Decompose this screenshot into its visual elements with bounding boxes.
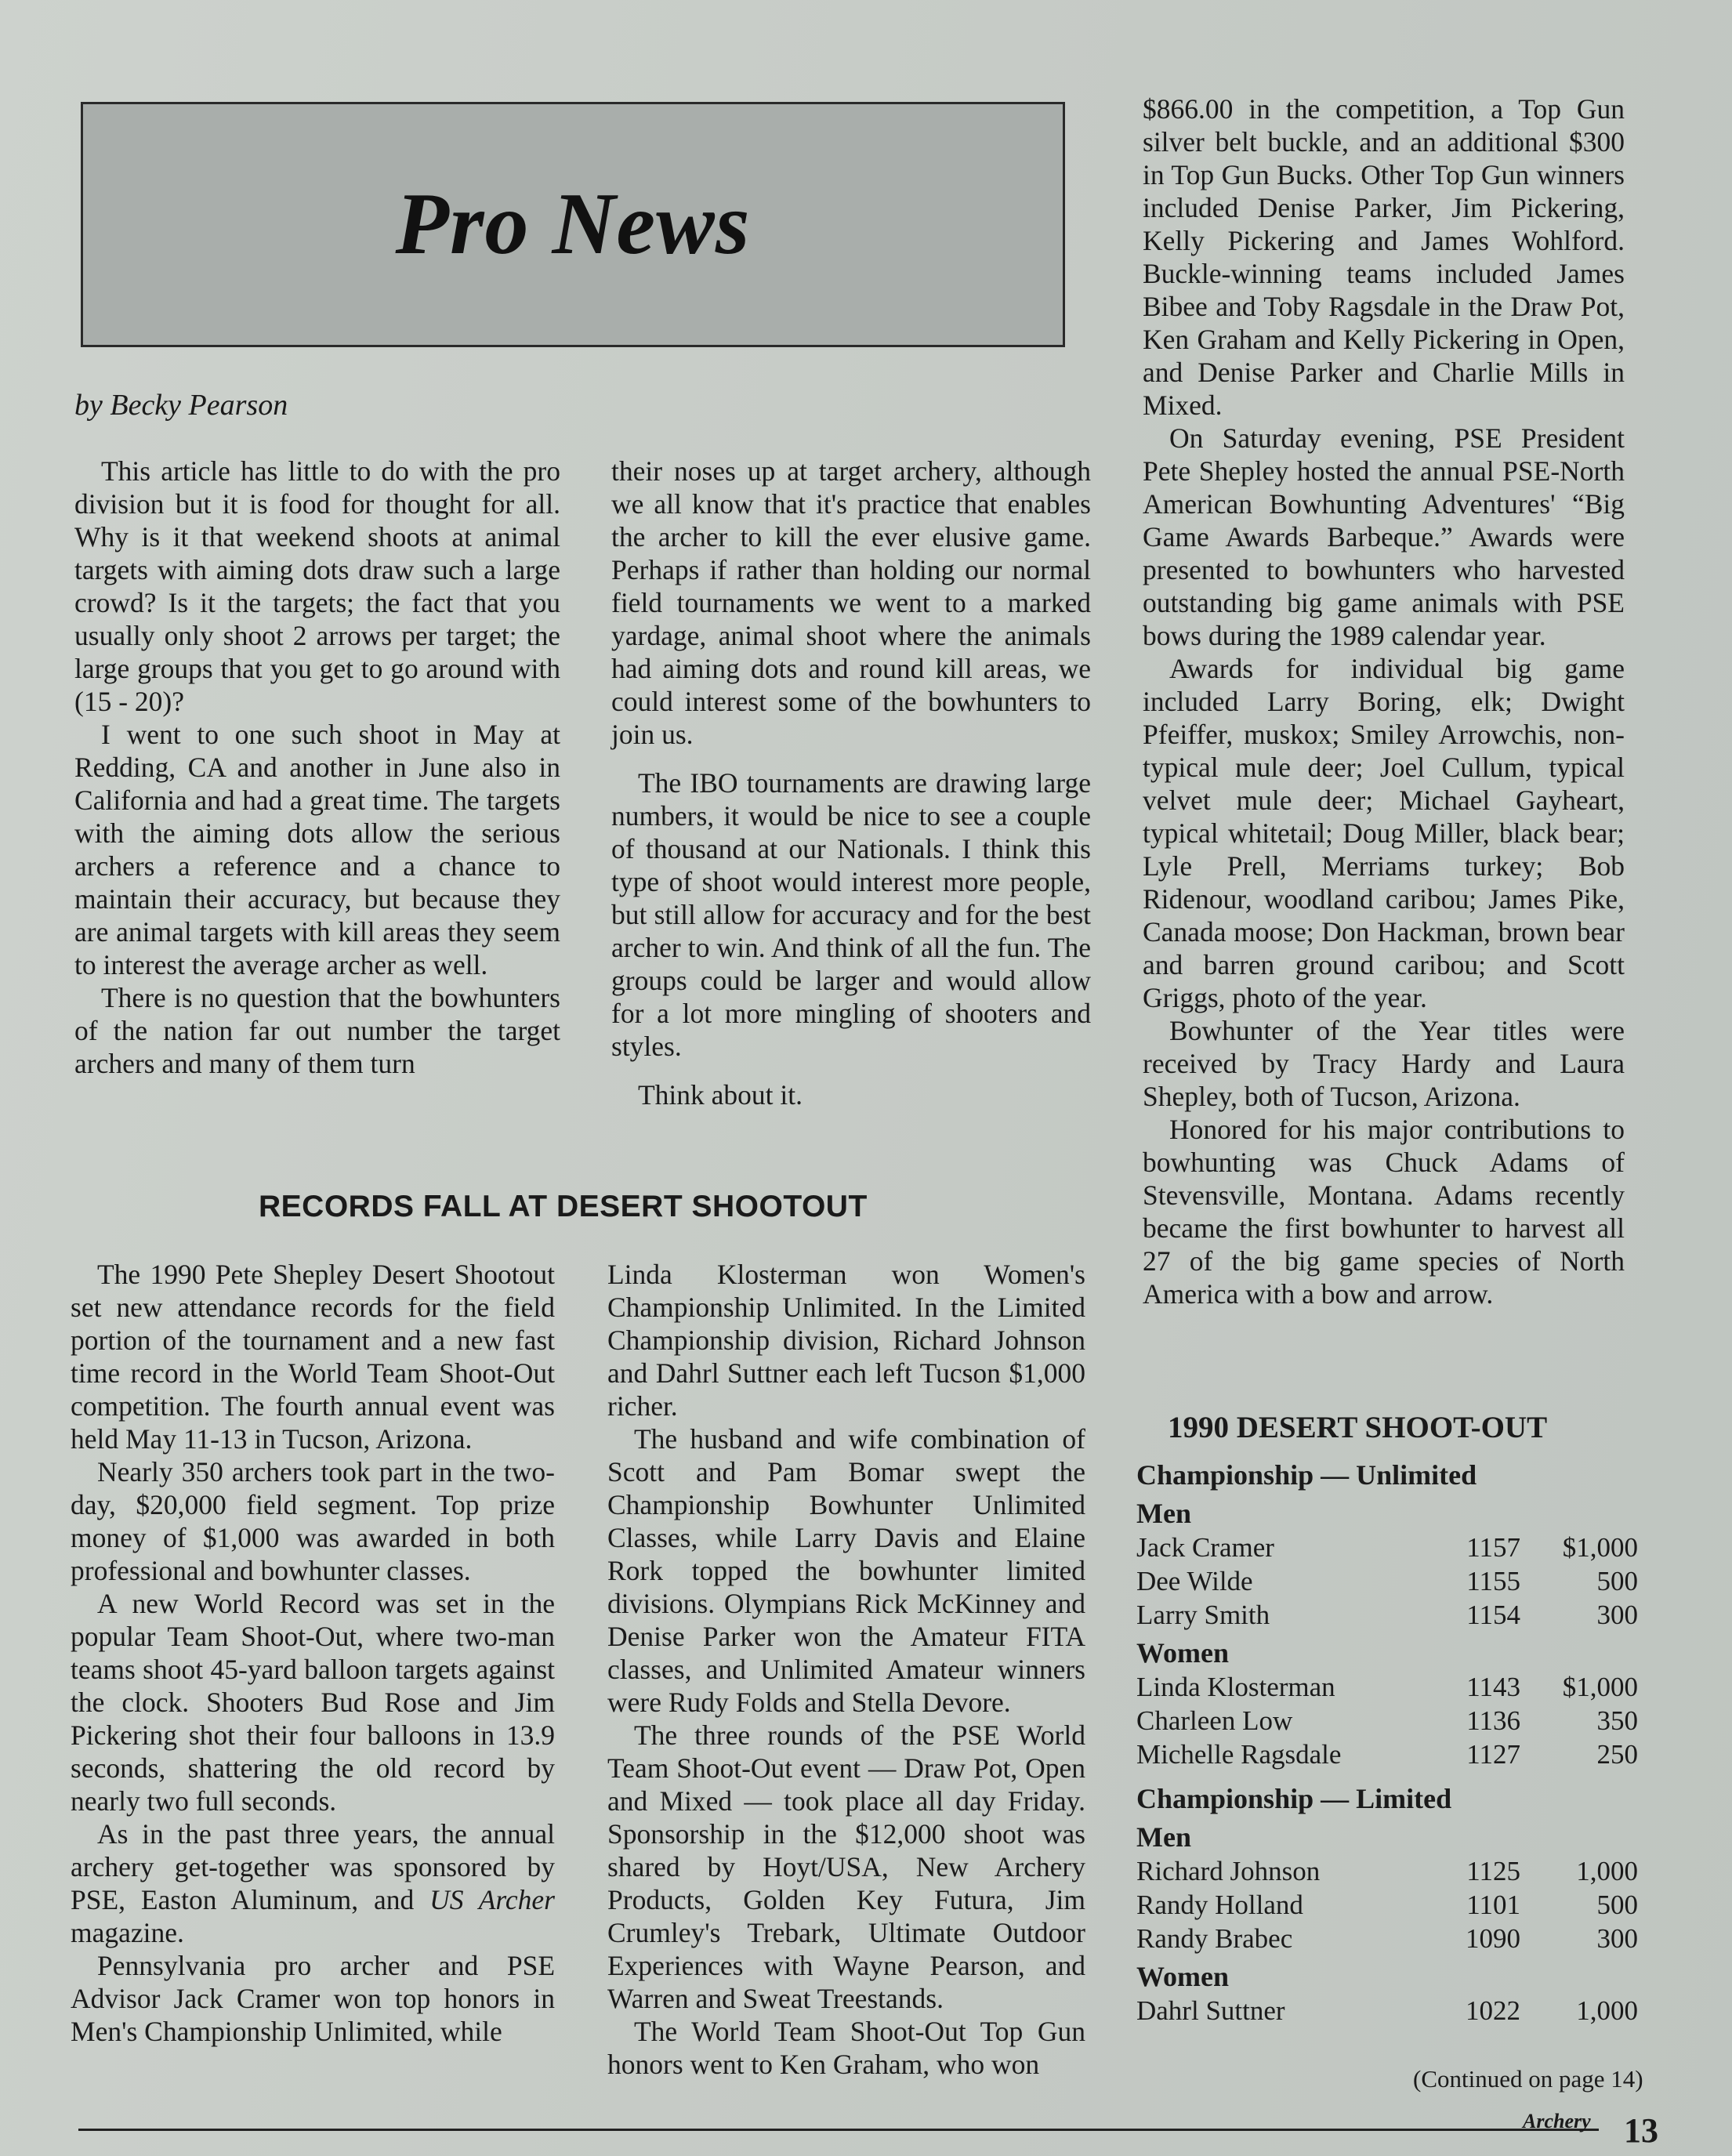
score: 1090	[1466, 1923, 1520, 1954]
group-heading: Men	[1136, 1498, 1191, 1529]
score: 1157	[1466, 1532, 1520, 1563]
sponsor-text-tail: magazine.	[71, 1917, 184, 1948]
archer-name: Randy Holland	[1136, 1890, 1303, 1920]
sponsor-text: As in the past three years, the annual archery get-together was sponsored by PSE, Easton Aluminum, and	[71, 1818, 555, 1915]
paragraph: Bowhunter of the Year titles were received by Tracy Hardy and Laura Shepley, both of Tucson, Arizona.	[1143, 1015, 1625, 1112]
score: 1154	[1466, 1600, 1520, 1630]
archer-name: Jack Cramer	[1136, 1532, 1274, 1563]
paragraph: Honored for his major contributions to bowhunting was Chuck Adams of Stevensville, Montana. Adams recently became the first bowhunter to harvest all 27 of the big game species of North America with a bow and arrow.	[1143, 1114, 1625, 1310]
archer-name: Richard Johnson	[1136, 1856, 1321, 1886]
score: 1155	[1466, 1566, 1520, 1596]
archer-name: Dee Wilde	[1136, 1566, 1253, 1596]
results-table	[1136, 1411, 1638, 2027]
group-heading: Women	[1136, 1637, 1230, 1669]
paragraph: There is no question that the bowhunters of the nation far out number the target archers and many of them turn	[74, 982, 560, 1079]
prize: 500	[1596, 1566, 1638, 1596]
paragraph: The World Team Shoot-Out Top Gun honors went to Ken Graham, who won	[607, 2016, 1085, 2080]
article-column-3	[1143, 92, 1625, 1310]
page-title: Pro News	[395, 176, 751, 273]
result-row	[1136, 1531, 1638, 1564]
result-row	[1136, 1598, 1638, 1632]
archer-name: Dahrl Suttner	[1136, 1995, 1285, 2026]
article-column-2	[607, 1258, 1085, 2081]
archer-name: Randy Brabec	[1136, 1923, 1293, 1954]
prize: $1,000	[1562, 1532, 1638, 1563]
result-row	[1136, 1922, 1638, 1955]
paragraph: Nearly 350 archers took part in the two-day, $20,000 field segment. Top prize money of $1,000 was awarded in both professional and bowhunter classes.	[71, 1456, 555, 1586]
prize: 1,000	[1576, 1995, 1638, 2026]
paragraph: This article has little to do with the pro division but it is food for thought for all. Why is it that weekend shoots at animal targets with aiming dots draw such a large crowd? Is it the targets; the fact that you usually only shoot 2 arrows per target; the large groups that you get to go around with (15 - 20)?	[74, 455, 560, 717]
paragraph: The husband and wife combination of Scott and Pam Bomar swept the Championship Bowhunter Unlimited Classes, while Larry Davis and Elaine Rork topped the bowhunter limited divisions. Olympians Rick McKinney and Denise Parker won the Amateur FITA classes, and Unlimited Amateur winners were Rudy Folds and Stella Devore.	[607, 1423, 1085, 1718]
category-heading: Championship — Unlimited	[1136, 1459, 1477, 1491]
page-number: 13	[1624, 2111, 1658, 2150]
result-row	[1136, 1670, 1638, 1704]
result-row	[1136, 1888, 1638, 1922]
footer-magazine-name: Archery	[1523, 2110, 1591, 2132]
paragraph: On Saturday evening, PSE President Pete Shepley hosted the annual PSE-North American Bowhunting Adventures' “Big Game Awards Barbeque.” Awards were presented to bowhunters who harvested outstanding big game animals with PSE bows during the 1989 calendar year.	[1143, 422, 1625, 651]
title-banner	[81, 102, 1065, 347]
score: 1022	[1466, 1995, 1520, 2026]
paragraph: $866.00 in the competition, a Top Gun silver belt buckle, and an additional $300 in Top Gun Bucks. Other Top Gun winners included Denise Parker, Jim Pickering, Kelly Pickering and James Wohlford. Buckle-winning teams included James Bibee and Toby Ragsdale in the Draw Pot, Ken Graham and Kelly Pickering in Open, and Denise Parker and Charlie Mills in Mixed.	[1143, 93, 1625, 421]
results-title: 1990 DESERT SHOOT-OUT	[1168, 1411, 1548, 1444]
result-row	[1136, 1994, 1638, 2027]
article-column-1	[71, 1258, 555, 2048]
result-row	[1136, 1854, 1638, 1888]
group-heading: Women	[1136, 1961, 1230, 1992]
score: 1136	[1466, 1705, 1520, 1736]
paragraph: Think about it.	[638, 1079, 803, 1111]
paragraph: Pennsylvania pro archer and PSE Advisor Jack Cramer won top honors in Men's Championship Unlimited, while	[71, 1950, 555, 2047]
byline: by Becky Pearson	[74, 389, 288, 422]
paragraph	[71, 1817, 555, 1949]
continued-note: (Continued on page 14)	[1413, 2065, 1643, 2093]
footer-rule	[78, 2129, 1599, 2131]
paragraph: The IBO tournaments are drawing large numbers, it would be nice to see a couple of thousand at our Nationals. I think this type of shoot would interest more people, but still allow for accuracy and for the best archer to win. And think of all the fun. The groups could be larger and would allow for a lot more mingling of shooters and styles.	[611, 767, 1091, 1062]
prize: 500	[1596, 1890, 1638, 1920]
article-headline: RECORDS FALL AT DESERT SHOOTOUT	[259, 1190, 868, 1223]
intro-column-1	[74, 455, 560, 1080]
prize: 350	[1596, 1705, 1638, 1736]
prize: 1,000	[1576, 1856, 1638, 1886]
archer-name: Linda Klosterman	[1136, 1672, 1335, 1702]
archer-name: Larry Smith	[1136, 1600, 1270, 1630]
score: 1101	[1466, 1890, 1520, 1920]
prize: $1,000	[1562, 1672, 1638, 1702]
paragraph: I went to one such shoot in May at Redding, CA and another in June also in California and had a great time. The targets with the aiming dots allow the serious archers a reference and a chance to maintain their accuracy, but because they are animal targets with kill areas they seem to interest the average archer as well.	[74, 719, 560, 980]
paragraph: Linda Klosterman won Women's Championship Unlimited. In the Limited Championship division, Richard Johnson and Dahrl Suttner each left Tucson $1,000 richer.	[607, 1259, 1085, 1422]
result-row	[1136, 1704, 1638, 1737]
score: 1143	[1466, 1672, 1520, 1702]
paragraph: A new World Record was set in the popular Team Shoot-Out, where two-man teams shoot 45-yard balloon targets against the clock. Shooters Bud Rose and Jim Pickering shot their four balloons in 13.9 seconds, shattering the old record by nearly two full seconds.	[71, 1588, 555, 1817]
magazine-name: US Archer	[429, 1884, 555, 1915]
prize: 300	[1596, 1923, 1638, 1954]
archer-name: Charleen Low	[1136, 1705, 1293, 1736]
prize: 250	[1596, 1739, 1638, 1770]
paragraph: their noses up at target archery, although we all know that it's practice that enables the archer to kill the ever elusive game. Perhaps if rather than holding our normal field tournaments we went to a marked yardage, animal shoot where the animals had aiming dots and round kill areas, we could interest some of the bowhunters to join us.	[611, 455, 1091, 750]
archer-name: Michelle Ragsdale	[1136, 1739, 1342, 1770]
score: 1125	[1466, 1856, 1520, 1886]
paragraph: Awards for individual big game included Larry Boring, elk; Dwight Pfeiffer, muskox; Smiley Arrowchis, non-typical mule deer; Joel Cullum, typical velvet mule deer; Michael Gayheart, typical whitetail; Doug Miller, black bear; Lyle Prell, Merriams turkey; Bob Ridenour, woodland caribou; James Pike, Canada moose; Don Hackman, brown bear and barren ground caribou; and Scott Griggs, photo of the year.	[1143, 653, 1625, 1013]
paragraph: The 1990 Pete Shepley Desert Shootout set new attendance records for the field portion of the tournament and a new fast time record in the World Team Shoot-Out competition. The fourth annual event was held May 11-13 in Tucson, Arizona.	[71, 1259, 555, 1455]
intro-column-2	[611, 455, 1091, 1111]
paragraph: The three rounds of the PSE World Team Shoot-Out event — Draw Pot, Open and Mixed — took place all day Friday. Sponsorship in the $12,000 shoot was shared by Hoyt/USA, New Archery Products, Golden Key Futura, Jim Crumley's Trebark, Ultimate Outdoor Experiences with Wayne Pearson, and Warren and Sweat Treestands.	[607, 1719, 1085, 2014]
score: 1127	[1466, 1739, 1520, 1770]
result-row	[1136, 1564, 1638, 1598]
category-heading: Championship — Limited	[1136, 1783, 1452, 1814]
group-heading: Men	[1136, 1821, 1191, 1853]
result-row	[1136, 1737, 1638, 1771]
prize: 300	[1596, 1600, 1638, 1630]
